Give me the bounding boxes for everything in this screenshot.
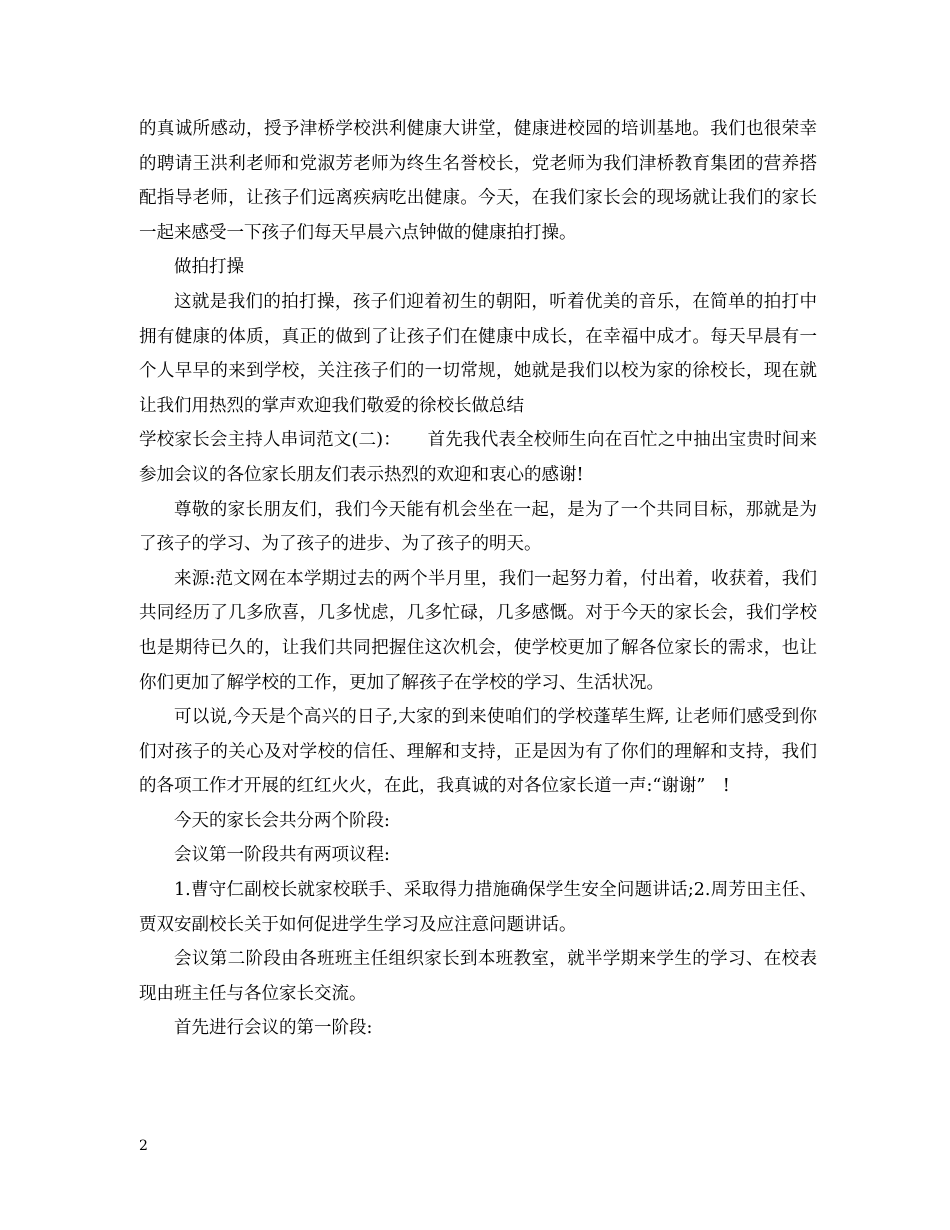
paragraph-4: 学校家长会主持人串词范文(二)： 首先我代表全校师生向在百忙之中抽出宝贵时间来参加会议的各位家长朋友们表示热烈的欢迎和衷心的感谢! xyxy=(139,430,817,485)
paragraph-7: 可以说,今天是个高兴的日子,大家的到来使咱们的学校蓬荜生辉, 让老师们感受到你们对孩子的关心及对学校的信任、理解和支持，正是因为有了你们的理解和支持，我们的各项工作才开展的红红火火，在此，我真诚的对各位家长道一声:“谢谢” ! xyxy=(139,707,817,797)
paragraph-6: 来源:范文网在本学期过去的两个半月里，我们一起努力着，付出着，收获着，我们共同经历了几多欣喜，几多忧虑，几多忙碌，几多感慨。对于今天的家长会，我们学校也是期待已久的，让我们共同把握住这次机会，使学校更加了解各位家长的需求，也让你们更加了解学校的工作，更加了解孩子在学校的学习、生活状况。 xyxy=(139,568,817,693)
paragraph-5: 尊敬的家长朋友们，我们今天能有机会坐在一起，是为了一个共同目标，那就是为了孩子的学习、为了孩子的进步、为了孩子的明天。 xyxy=(139,499,817,555)
paragraph-11: 会议第二阶段由各班班主任组织家长到本班教室，就半学期来学生的学习、在校表现由班主任与各位家长交流。 xyxy=(139,949,817,1004)
paragraph-3: 这就是我们的拍打操，孩子们迎着初生的朝阳，听着优美的音乐，在简单的拍打中拥有健康的体质，真正的做到了让孩子们在健康中成长，在幸福中成才。每天早晨有一个人早早的来到学校，关注孩子们的一切常规，她就是我们以校为家的徐校长，现在就让我们用热烈的掌声欢迎我们敬爱的徐校长做总结 xyxy=(139,291,817,416)
paragraph-8: 今天的家长会共分两个阶段: xyxy=(174,810,390,831)
paragraph-2: 做拍打操 xyxy=(174,257,244,278)
paragraph-9: 会议第一阶段共有两项议程: xyxy=(174,845,390,866)
paragraph-1: 的真诚所感动，授予津桥学校洪利健康大讲堂，健康进校园的培训基地。我们也很荣幸的聘请王洪利老师和党淑芳老师为终生名誉校长，党老师为我们津桥教育集团的营养搭配指导老师，让孩子们远离疾病吃出健康。今天，在我们家长会的现场就让我们的家长一起来感受一下孩子们每天早晨六点钟做的健康拍打操。 xyxy=(139,119,817,243)
paragraph-12: 首先进行会议的第一阶段: xyxy=(174,1018,373,1039)
page-number: 2 xyxy=(139,1138,148,1154)
paragraph-10: 1.曹守仁副校长就家校联手、采取得力措施确保学生安全问题讲话;2.周芳田主任、贾双安副校长关于如何促进学生学习及应注意问题讲话。 xyxy=(139,880,817,935)
document-body xyxy=(139,112,817,1046)
